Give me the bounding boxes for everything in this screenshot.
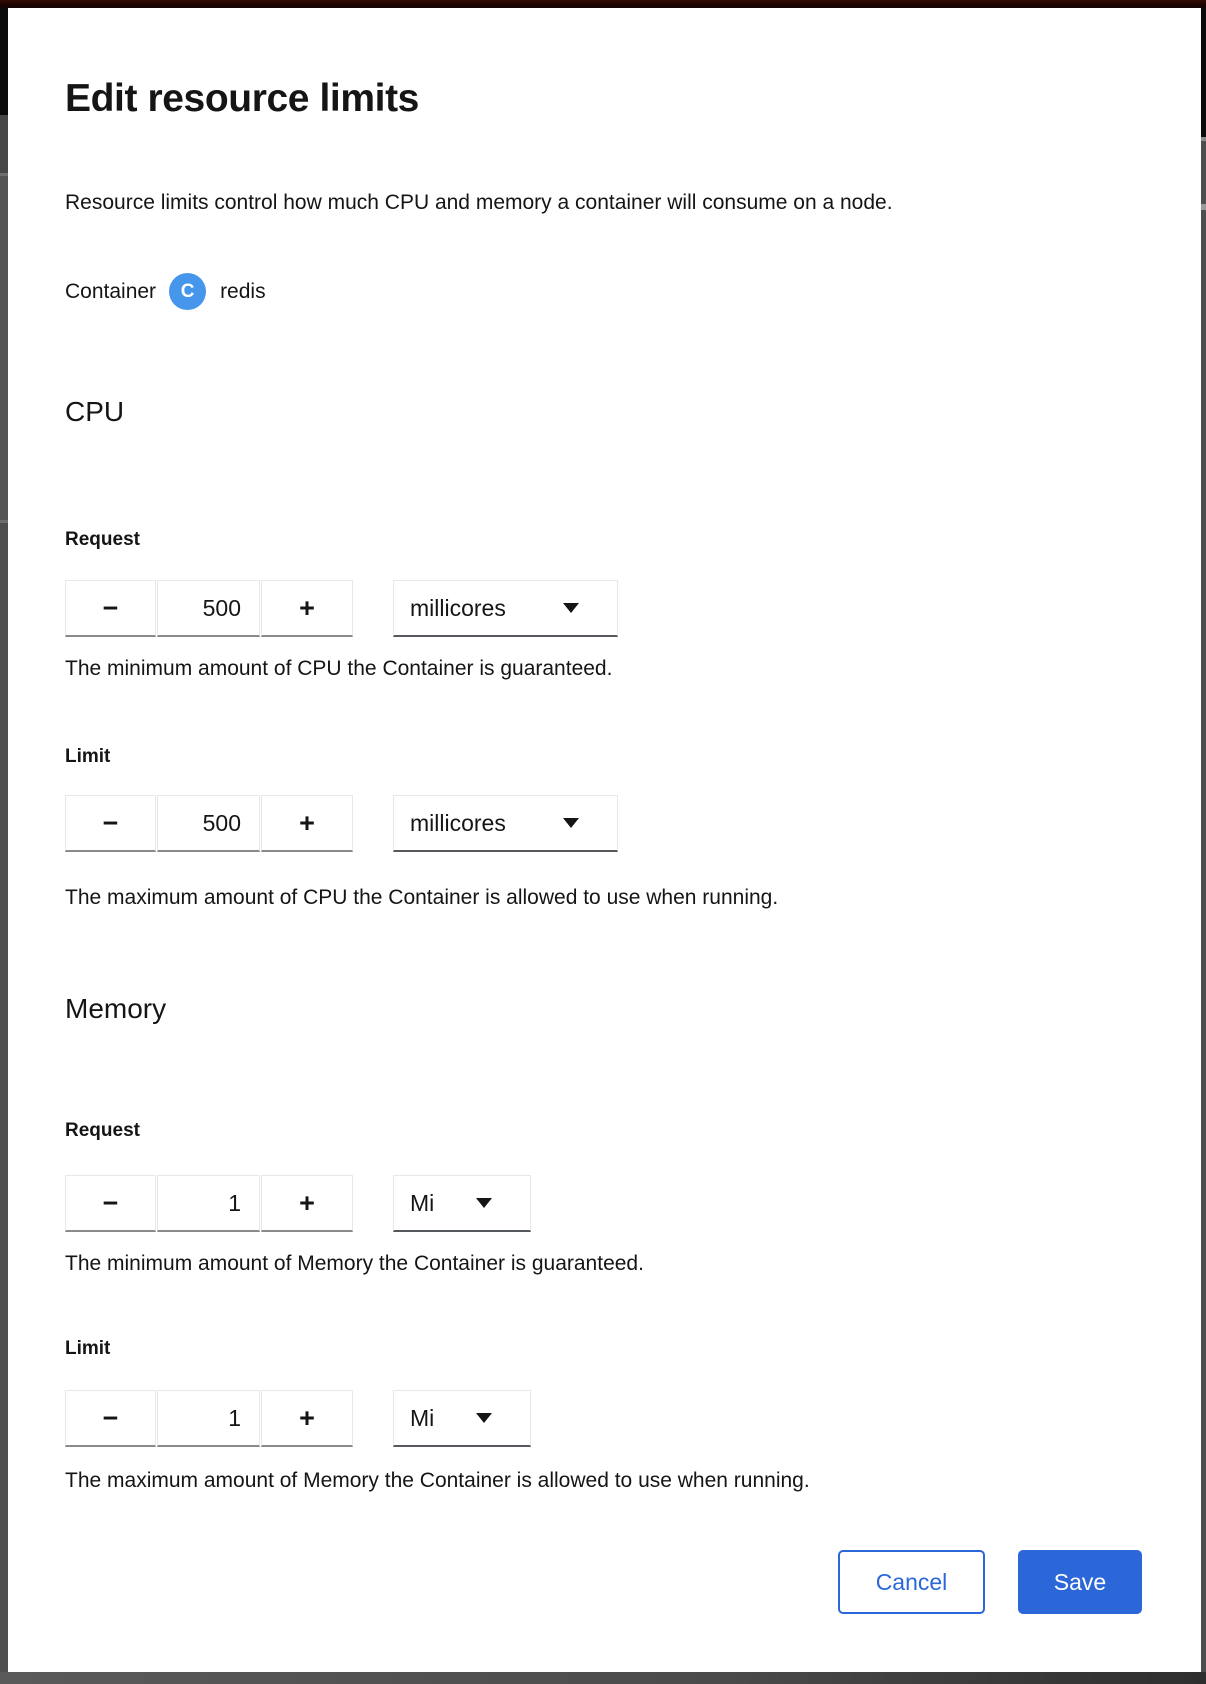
memory-limit-value-input[interactable]	[157, 1390, 260, 1447]
backdrop-right-strip	[1201, 8, 1206, 1672]
memory-request-label: Request	[65, 1120, 140, 1141]
plus-icon: +	[299, 1402, 315, 1433]
cpu-request-value-input[interactable]	[157, 580, 260, 637]
memory-request-value-input[interactable]	[157, 1175, 260, 1232]
edit-resource-limits-modal	[8, 8, 1201, 1672]
cpu-request-unit-dropdown[interactable]	[393, 580, 618, 637]
cpu-limit-spinner	[65, 795, 353, 852]
cpu-limit-input-row	[65, 795, 1201, 852]
memory-limit-label: Limit	[65, 1338, 111, 1359]
section-heading-memory: Memory	[65, 993, 167, 1024]
memory-request-input-row	[65, 1175, 1201, 1232]
cpu-request-increment-button[interactable]	[261, 580, 353, 637]
cpu-limit-helper-text: The maximum amount of CPU the Container is allowed to use when running.	[65, 886, 779, 909]
cpu-request-helper-text: The minimum amount of CPU the Container is guaranteed.	[65, 657, 613, 680]
cpu-limit-value-input[interactable]	[157, 795, 260, 852]
backdrop-left-strip	[0, 8, 8, 1672]
plus-icon: +	[299, 807, 315, 838]
backdrop-bottom-band	[0, 1672, 1206, 1684]
caret-down-icon	[476, 1198, 492, 1208]
section-heading-cpu: CPU	[65, 396, 125, 427]
minus-icon: −	[102, 592, 119, 623]
memory-limit-increment-button[interactable]	[261, 1390, 353, 1447]
save-button[interactable]: Save	[1018, 1550, 1142, 1614]
memory-limit-spinner	[65, 1390, 353, 1447]
caret-down-icon	[476, 1413, 492, 1423]
cpu-request-spinner	[65, 580, 353, 637]
memory-request-unit-dropdown[interactable]	[393, 1175, 531, 1232]
plus-icon: +	[299, 1187, 315, 1218]
modal-title: Edit resource limits	[65, 77, 419, 120]
memory-limit-helper-text: The maximum amount of Memory the Container is allowed to use when running.	[65, 1469, 810, 1492]
cancel-button[interactable]: Cancel	[838, 1550, 985, 1614]
memory-request-decrement-button[interactable]	[65, 1175, 156, 1232]
cpu-limit-unit-value: millicores	[410, 809, 506, 836]
cpu-request-decrement-button[interactable]	[65, 580, 156, 637]
cpu-request-unit-value: millicores	[410, 594, 506, 621]
container-name: redis	[220, 279, 266, 303]
memory-limit-input-row	[65, 1390, 1201, 1447]
container-row	[65, 273, 1201, 310]
container-label: Container	[65, 279, 157, 303]
minus-icon: −	[102, 1402, 119, 1433]
plus-icon: +	[299, 592, 315, 623]
cpu-request-label: Request	[65, 529, 140, 550]
container-badge-icon: C	[169, 273, 206, 310]
minus-icon: −	[102, 807, 119, 838]
caret-down-icon	[563, 818, 579, 828]
cpu-limit-increment-button[interactable]	[261, 795, 353, 852]
memory-limit-unit-dropdown[interactable]	[393, 1390, 531, 1447]
memory-request-increment-button[interactable]	[261, 1175, 353, 1232]
caret-down-icon	[563, 603, 579, 613]
modal-description: Resource limits control how much CPU and memory a container will consume on a node.	[65, 191, 893, 214]
memory-limit-decrement-button[interactable]	[65, 1390, 156, 1447]
cpu-limit-label: Limit	[65, 746, 111, 767]
memory-request-helper-text: The minimum amount of Memory the Container is guaranteed.	[65, 1252, 644, 1275]
memory-limit-unit-value: Mi	[410, 1404, 435, 1431]
minus-icon: −	[102, 1187, 119, 1218]
memory-request-unit-value: Mi	[410, 1189, 435, 1216]
cpu-limit-decrement-button[interactable]	[65, 795, 156, 852]
modal-footer	[65, 1550, 1142, 1614]
cpu-limit-unit-dropdown[interactable]	[393, 795, 618, 852]
backdrop-top-band	[0, 0, 1206, 8]
cpu-request-input-row	[65, 580, 1201, 637]
memory-request-spinner	[65, 1175, 353, 1232]
